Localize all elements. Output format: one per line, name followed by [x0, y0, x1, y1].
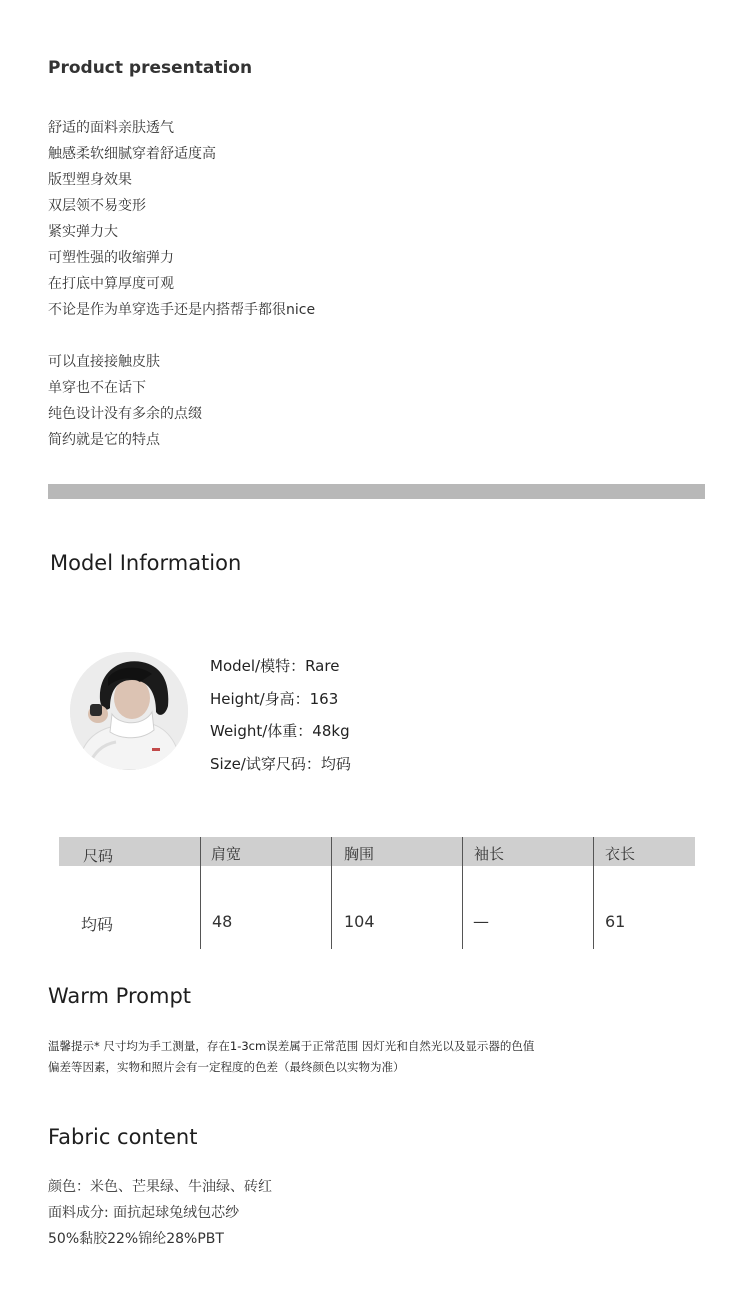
description-line: 紧实弹力大 — [48, 224, 118, 240]
description-line: 可以直接接触皮肤 — [48, 354, 160, 370]
header-size: 尺码 — [83, 847, 114, 865]
model-height: Height/身高：163 — [210, 689, 339, 708]
column-divider — [200, 837, 201, 949]
description-line: 双层领不易变形 — [48, 198, 146, 214]
fabric-material: 面料成分: 面抗起球兔绒包芯纱 — [48, 1205, 240, 1221]
cell-sleeve: — — [473, 912, 489, 931]
warm-prompt-text — [48, 1036, 534, 1078]
column-divider — [593, 837, 594, 949]
description-line: 版型塑身效果 — [48, 172, 132, 188]
product-description-block-2 — [48, 349, 202, 453]
product-description-block-1 — [48, 115, 315, 323]
header-chest: 胸围 — [344, 845, 375, 863]
cell-size: 均码 — [81, 915, 114, 934]
cell-shoulder: 48 — [212, 912, 233, 931]
description-line: 舒适的面料亲肤透气 — [48, 120, 174, 136]
fabric-content-list — [48, 1174, 272, 1252]
column-divider — [462, 837, 463, 949]
model-size: Size/试穿尺码：均码 — [210, 754, 351, 773]
model-info-list — [210, 650, 351, 780]
section-divider — [48, 484, 705, 499]
warm-prompt-line: 偏差等因素，实物和照片会有一定程度的色差（最终颜色以实物为准） — [48, 1060, 405, 1074]
description-line: 可塑性强的收缩弹力 — [48, 250, 174, 266]
size-table — [59, 837, 695, 949]
description-line: 简约就是它的特点 — [48, 432, 160, 448]
description-line: 在打底中算厚度可观 — [48, 276, 174, 292]
fabric-colors: 颜色：米色、芒果绿、牛油绿、砖红 — [48, 1179, 272, 1195]
cell-length: 61 — [605, 912, 626, 931]
cell-chest: 104 — [344, 912, 375, 931]
description-line: 不论是作为单穿选手还是内搭帮手都很nice — [48, 302, 316, 318]
warm-prompt-line: 温馨提示* 尺寸均为手工测量，存在1-3cm误差属于正常范围 因灯光和自然光以及显示器的色值 — [48, 1039, 535, 1053]
warm-prompt-title: Warm Prompt — [48, 984, 192, 1008]
header-length: 衣长 — [605, 845, 636, 863]
header-shoulder: 肩宽 — [211, 845, 242, 863]
size-table-header — [59, 837, 695, 866]
description-line: 纯色设计没有多余的点缀 — [48, 406, 202, 422]
model-photo — [70, 652, 188, 770]
model-weight: Weight/体重：48kg — [210, 722, 350, 740]
model-information-title: Model Information — [50, 551, 242, 575]
model-avatar — [70, 652, 188, 770]
column-divider — [331, 837, 332, 949]
fabric-composition: 50%黏胶22%锦纶28%PBT — [48, 1231, 224, 1247]
description-line: 单穿也不在话下 — [48, 380, 146, 396]
description-line: 触感柔软细腻穿着舒适度高 — [48, 146, 216, 162]
header-sleeve: 袖长 — [474, 845, 505, 863]
model-name: Model/模特：Rare — [210, 657, 340, 675]
product-presentation-title: Product presentation — [48, 58, 253, 78]
fabric-content-title: Fabric content — [48, 1125, 198, 1149]
